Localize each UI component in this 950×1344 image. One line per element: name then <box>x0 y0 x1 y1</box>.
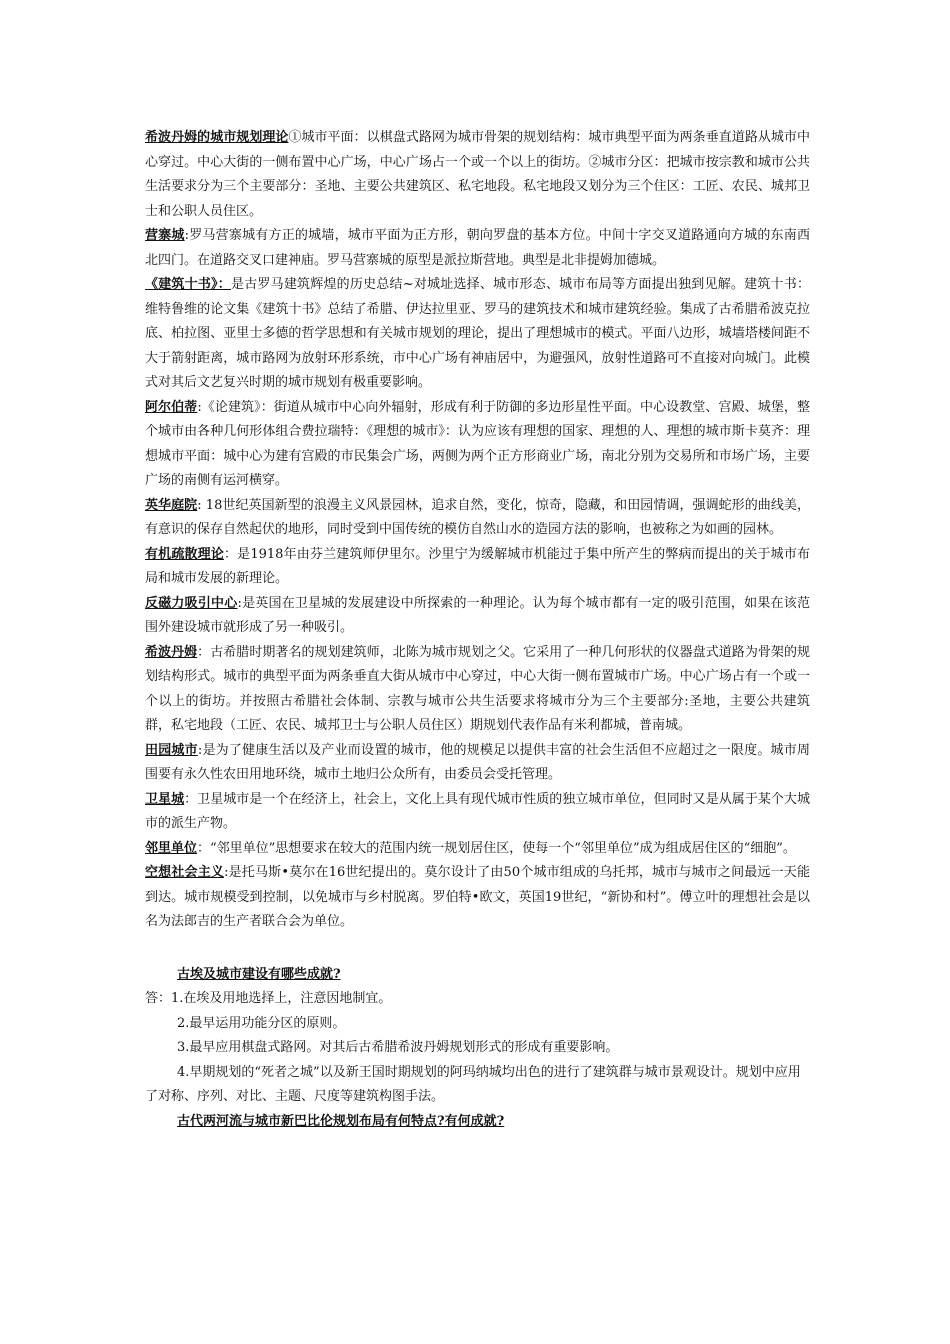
entry-utopian-socialism <box>145 861 810 935</box>
question-heading: 古埃及城市建设有哪些成就? <box>177 966 341 982</box>
answer-line: 3.最早应用棋盘式路网。对其后古希腊希波丹姆规划形式的形成有重要影响。 <box>177 1040 619 1055</box>
entry-term: 田园城市 <box>145 742 198 758</box>
entry-term: 《建筑十书》： <box>145 277 231 292</box>
entry-body: :罗马营寨城有方正的城墙，城市平面为正方形，朝向罗盘的基本方位。中间十字交叉道路通向方城的东南西北四门。在道路交叉口建神庙。罗马营寨城的原型是派拉斯营地。典型是北非提姆加德城。 <box>145 228 810 268</box>
entry-body: ：卫星城市是一个在经济上，社会上，文化上具有现代城市性质的独立城市单位，但同时又是从属于某个大城市的派生产物。 <box>145 791 810 831</box>
entry-roman-camp-city <box>145 224 810 273</box>
answer-line: 答：1.在埃及用地选择上，注意因地制宜。 <box>145 991 392 1006</box>
entry-term: 有机疏散理论 <box>145 546 224 562</box>
answer-line: 4.早期规划的“死者之城”以及新王国时期规划的阿玛纳城均出色的进行了建筑群与城市景观设计。规划中应用了对称、序列、对比、主题、尺度等建筑构图手法。 <box>145 1064 801 1104</box>
entry-body: ：是1918年由芬兰建筑师伊里尔。沙里宁为缓解城市机能过于集中所产生的弊病而提出的关于城市布局和城市发展的新理论。 <box>145 546 810 586</box>
entry-body: ：“邻里单位”思想要求在较大的范围内统一规划居住区，使每一个“邻里单位”成为组成居住区的“细胞”。 <box>197 840 796 856</box>
entry-term: 空想社会主义 <box>145 865 225 880</box>
entry-body: ：古希腊时期著名的规划建筑师，北陈为城市规划之父。它采用了一种几何形状的仪器盘式道路为骨架的规划结构形式。城市的典型平面为两条垂直大街从城市中心穿过，中心大街一侧布置城市广场。中心广场占有一个或一个以上的街坊。并按照古希腊社会体制、宗教与城市公共生活要求将城市分为三个主要部分:圣地，主要公共建筑群，私宅地段（工匠、农民、城邦卫士与公职人员住区）期规划代表作品有米利都城，普南城。 <box>145 644 810 733</box>
entry-term: 卫星城 <box>145 791 185 807</box>
entry-garden-city <box>145 739 810 788</box>
document-page <box>145 126 810 1134</box>
entry-organic-decentralization <box>145 543 810 592</box>
entry-ten-books <box>145 273 810 396</box>
entry-term: 邻里单位 <box>145 840 198 856</box>
question-heading: 古代两河流与城市新巴比伦规划布局有何特点?有何成就? <box>177 1113 505 1129</box>
entry-term: 希波丹姆的城市规划理论 <box>145 130 289 145</box>
entry-term: 反磁力吸引中心 <box>145 595 238 611</box>
entry-english-garden <box>145 494 810 543</box>
entry-alberti <box>145 396 810 494</box>
entry-counter-magnet <box>145 592 810 641</box>
entry-body: ①城市平面：以棋盘式路网为城市骨架的规划结构：城市典型平面为两条垂直道路从城市中心穿过。中心大街的一侧布置中心广场，中心广场占一个或一个以上的街坊。②城市分区：把城市按宗教和城市公共生活要求分为三个主要部分：圣地、主要公共建筑区、私宅地段。私宅地段又划分为三个住区：工匠、农民、城邦卫士和公职人员住区。 <box>145 130 810 219</box>
answer-line: 2.最早运用功能分区的原则。 <box>177 1015 346 1031</box>
entry-neighborhood-unit <box>145 837 810 862</box>
entry-body: :是托马斯•莫尔在16世纪提出的。莫尔设计了由50个城市组成的乌托邦，城市与城市之间最远一天能到达。城市规模受到控制，以免城市与乡村脱离。罗伯特•欧文，英国19世纪，“新协和村”。傅立叶的理想社会是以名为法郎吉的生产者联合会为单位。 <box>145 865 810 929</box>
entry-body: :《论建筑》：街道从城市中心向外辐射，形成有利于防御的多边形星性平面。中心设教堂、宫殿、城堡，整个城市由各种几何形体组合费拉瑞特：《理想的城市》：认为应该有理想的国家、理想的人、理想的城市斯卡莫齐：理想城市平面：城中心为建有宫殿的市民集会广场，两侧为两个正方形商业广场，南北分别为交易所和市场广场，主要广场的南侧有运河横穿。 <box>145 399 810 488</box>
entry-term: 希波丹姆 <box>145 644 198 660</box>
entry-satellite-town <box>145 788 810 837</box>
section-gap <box>145 935 810 963</box>
entry-body: : 18世纪英国新型的浪漫主义风景园林，追求自然，变化，惊奇，隐藏，和田园情调，强调蛇形的曲线美，有意识的保存自然起伏的地形，同时受到中国传统的模仿自然山水的造园方法的影响，也被称之为如画的园林。 <box>145 497 810 537</box>
entry-term: 阿尔伯蒂 <box>145 399 198 415</box>
entry-term: 英华庭院 <box>145 497 198 513</box>
entry-hippodamus-theory <box>145 126 810 224</box>
entry-body: 是古罗马建筑辉煌的历史总结~对城址选择、城市形态、城市布局等方面提出独到见解。建筑十书：维特鲁维的论文集《建筑十书》总结了希腊、伊达拉里亚、罗马的建筑技术和城市建筑经验。集成了古希腊希波克拉底、柏拉图、亚里士多德的哲学思想和有关城市规划的理论，提出了理想城市的模式。平面八边形，城墙塔楼间距不大于箭射距离，城市路网为放射环形系统，市中心广场有神庙居中，为避强风，放射性道路可不直接对向城门。此模式对其后文艺复兴时期的城市规划有极重要影响。 <box>145 277 810 390</box>
entry-hippodamus <box>145 641 810 739</box>
entry-body: :是为了健康生活以及产业而设置的城市，他的规模足以提供丰富的社会生活但不应超过之一限度。城市周围要有永久性农田用地环绕，城市土地归公众所有，由委员会受托管理。 <box>145 742 810 782</box>
entry-body: :是英国在卫星城的发展建设中所探索的一种理论。认为每个城市都有一定的吸引范围，如果在该范围外建设城市就形成了另一种吸引。 <box>145 595 810 635</box>
entry-term: 营寨城 <box>145 228 185 243</box>
